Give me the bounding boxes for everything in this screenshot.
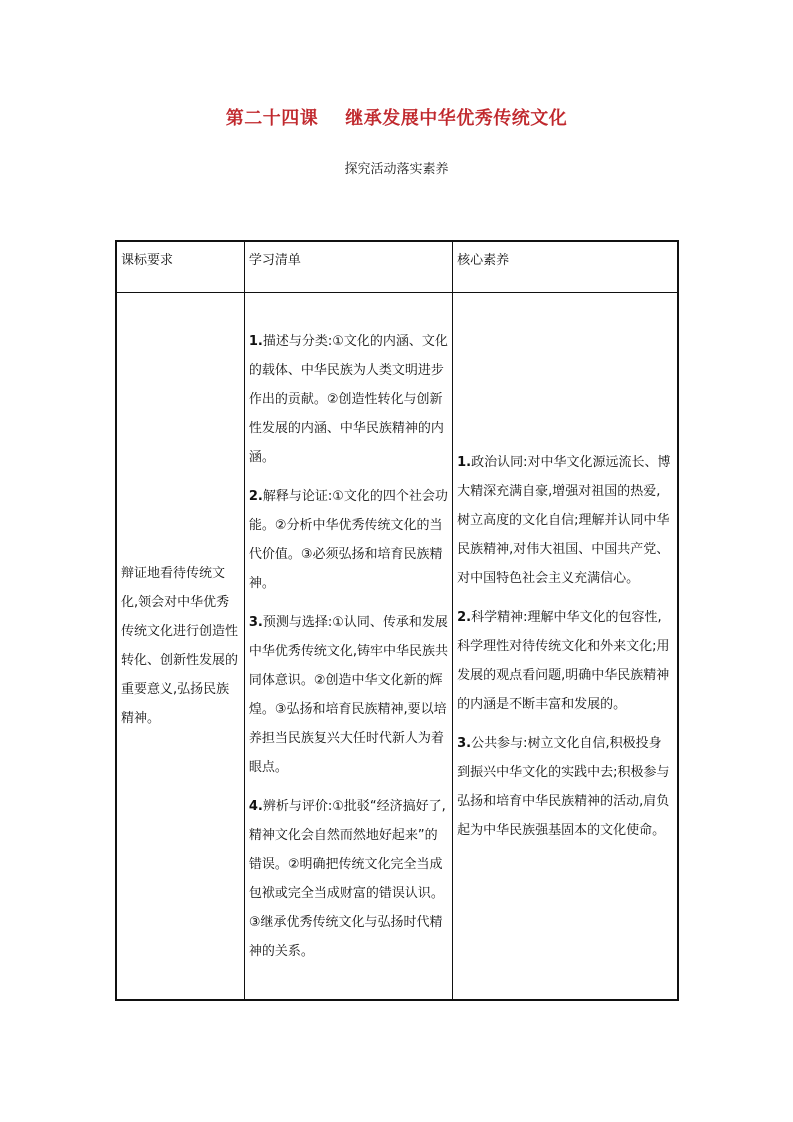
study-item-number: 4.	[248, 798, 263, 814]
study-item-number: 3.	[248, 614, 263, 630]
study-item-number: 2.	[248, 488, 263, 504]
lesson-title: 第二十四课 继承发展中华优秀传统文化	[225, 108, 568, 129]
requirement-text: 辩证地看待传统文化,领会对中华优秀传统文化进行创造性转化、创新性发展的重要意义,弘扬民族精神。	[121, 566, 239, 726]
study-item-2	[249, 482, 448, 598]
study-item-4	[249, 792, 448, 966]
lesson-subtitle: 探究活动落实素养	[344, 162, 449, 177]
study-list-cell	[244, 293, 452, 1001]
requirement-cell	[116, 293, 244, 1001]
literacy-item-2	[457, 603, 673, 719]
study-item-text: 解释与论证:①文化的四个社会功能。②分析中华优秀传统文化的当代价值。③必须弘扬和培育民族精神。	[248, 488, 448, 591]
study-item-text: 辨析与评价:①批驳“经济搞好了,精神文化会自然而然地好起来”的错误。②明确把传统文化完全当成包袱或完全当成财富的错误认识。③继承优秀传统文化与弘扬时代精神的关系。	[248, 798, 446, 959]
literacy-item-3	[457, 729, 673, 845]
literacy-item-text: 政治认同:对中华文化源远流长、博大精深充满自豪,增强对祖国的热爱,树立高度的文化自信;理解并认同中华民族精神,对伟大祖国、中国共产党、对中国特色社会主义充满信心。	[457, 454, 671, 586]
header-study-list: 学习清单	[244, 241, 452, 293]
study-item-number: 1.	[248, 333, 263, 349]
literacy-item-text: 公共参与:树立文化自信,积极投身到振兴中华文化的实践中去;积极参与弘扬和培育中华民族精神的活动,肩负起为中华民族强基固本的文化使命。	[457, 735, 670, 838]
study-item-3	[249, 608, 448, 782]
lesson-table	[115, 240, 679, 1001]
study-item-text: 描述与分类:①文化的内涵、文化的载体、中华民族为人类文明进步作出的贡献。②创造性转化与创新性发展的内涵、中华民族精神的内涵。	[248, 333, 448, 465]
study-item-text: 预测与选择:①认同、传承和发展中华优秀传统文化,铸牢中华民族共同体意识。②创造中华文化新的辉煌。③弘扬和培育民族精神,要以培养担当民族复兴大任时代新人为着眼点。	[248, 614, 448, 775]
study-item-1	[249, 327, 448, 472]
header-requirement: 课标要求	[116, 241, 244, 293]
core-literacy-cell	[453, 293, 678, 1001]
table-header-row	[116, 241, 678, 293]
header-core-literacy: 核心素养	[453, 241, 678, 293]
literacy-item-number: 3.	[457, 735, 472, 751]
literacy-item-text: 科学精神:理解中华文化的包容性,科学理性对待传统文化和外来文化;用发展的观点看问题,明确中华民族精神的内涵是不断丰富和发展的。	[457, 609, 670, 712]
literacy-item-1	[457, 448, 673, 593]
literacy-item-number: 1.	[457, 454, 472, 470]
literacy-item-number: 2.	[457, 609, 472, 625]
table-row	[116, 293, 678, 1001]
